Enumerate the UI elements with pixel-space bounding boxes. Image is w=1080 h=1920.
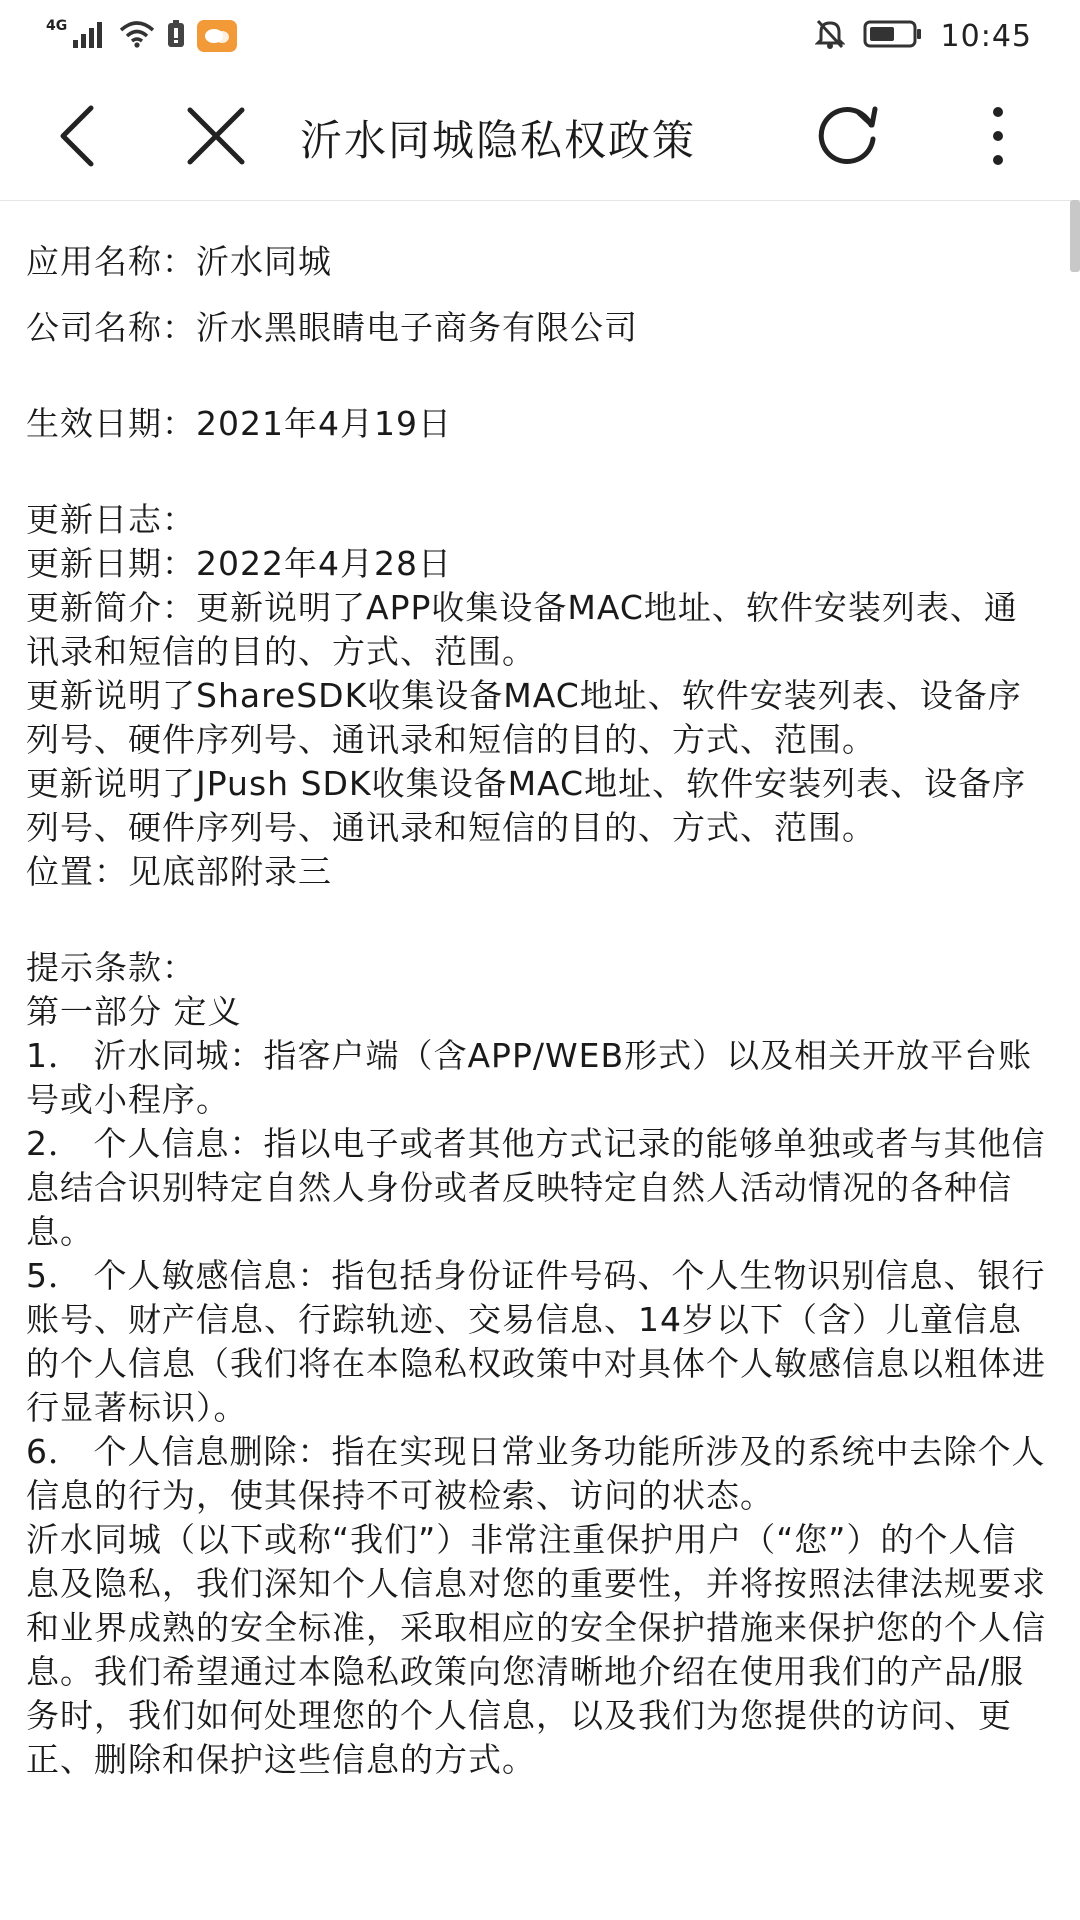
update-jpush: 更新说明了JPush SDK收集设备MAC地址、软件安装列表、设备序列号、硬件序列号、通讯录和短信的目的、方式、范围。 [26,764,1027,847]
part-one-heading: 第一部分 定义 [26,992,242,1031]
scrollbar-thumb[interactable] [1070,200,1080,272]
definition-1: 1． 沂水同城：指客户端（含APP/WEB形式）以及相关开放平台账号或小程序。 [26,1036,1033,1119]
company-name: 公司名称：沂水黑眼睛电子商务有限公司 [26,308,638,347]
definition-2: 2． 个人信息：指以电子或者其他方式记录的能够单独或者与其他信息结合识别特定自然人身份或者反映特定自然人活动情况的各种信息。 [26,1124,1046,1251]
status-left [46,16,237,56]
update-sharesdk: 更新说明了ShareSDK收集设备MAC地址、软件安装列表、设备序列号、硬件序列号、通讯录和短信的目的、方式、范围。 [26,676,1022,759]
page-title: 沂水同城隐私权政策 [300,116,697,165]
status-bar [0,0,1080,72]
update-date: 更新日期：2022年4月28日 [26,544,452,583]
browser-toolbar [0,72,1080,201]
more-options-button[interactable] [958,96,1038,176]
back-button[interactable] [38,96,118,176]
clock: 10:45 [940,18,1032,54]
refresh-icon [815,103,881,169]
update-log-label: 更新日志： [26,500,196,539]
close-button[interactable] [176,96,256,176]
app-notification-icon [197,20,237,52]
policy-content [26,240,1046,1782]
close-icon [184,104,248,168]
more-vertical-icon [988,104,1008,168]
refresh-button[interactable] [808,96,888,176]
notice-label: 提示条款： [26,948,196,987]
definition-6: 6． 个人信息删除：指在实现日常业务功能所涉及的系统中去除个人信息的行为，使其保持不可被检索、访问的状态。 [26,1432,1046,1515]
back-arrow-icon [53,104,103,168]
battery-icon [863,19,923,53]
intro-paragraph: 沂水同城（以下或称“我们”）非常注重保护用户（“您”）的个人信息及隐私，我们深知个人信息对您的重要性，并将按照法律法规要求和业界成熟的安全标准，采取相应的安全保护措施来保护您的个人信息。我们希望通过本隐私政策向您清晰地介绍在使用我们的产品/服务时，我们如何处理您的个人信息，以及我们为您提供的访问、更正、删除和保护这些信息的方式。 [26,1520,1046,1779]
appendix-location: 位置：见底部附录三 [26,852,332,891]
wifi-icon [119,20,155,52]
app-name: 应用名称：沂水同城 [26,242,332,281]
status-right [815,16,1032,56]
effective-date: 生效日期：2021年4月19日 [26,404,452,443]
mute-icon [815,18,845,54]
signal-icon [73,20,107,52]
sim-icon [167,20,185,52]
update-summary: 更新简介：更新说明了APP收集设备MAC地址、软件安装列表、通讯录和短信的目的、方式、范围。 [26,588,1018,671]
network-type: 4G [46,18,68,34]
definition-5: 5． 个人敏感信息：指包括身份证件号码、个人生物识别信息、银行账号、财产信息、行踪轨迹、交易信息、14岁以下（含）儿童信息的个人信息（我们将在本隐私权政策中对具体个人敏感信息以粗体进行显著标识）。 [26,1256,1046,1427]
